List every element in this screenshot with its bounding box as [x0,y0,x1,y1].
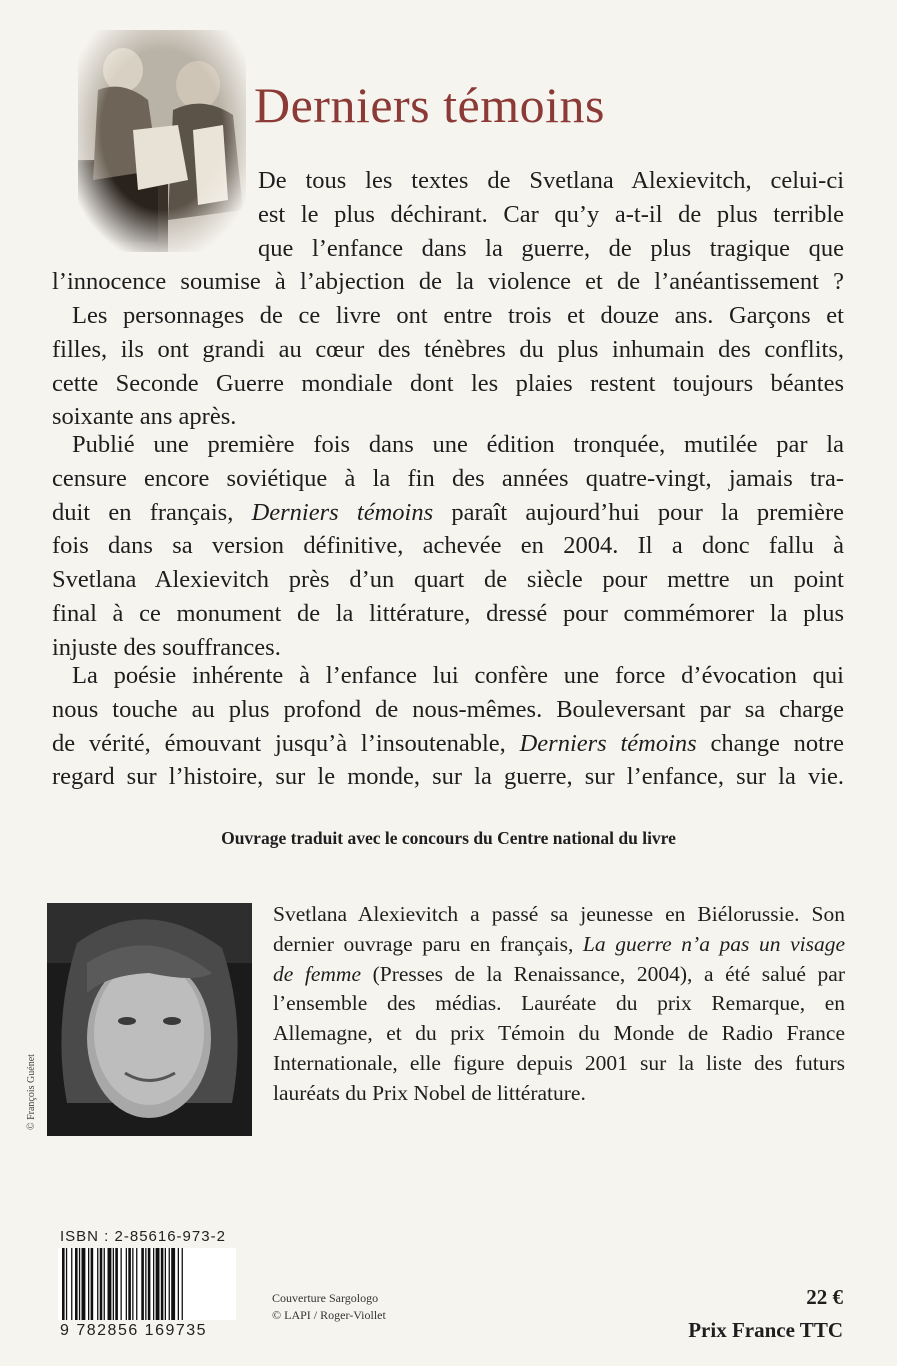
barcode-bar [165,1248,166,1320]
barcode-bar [169,1248,170,1320]
barcode-bar [171,1248,175,1320]
barcode-bar [71,1248,72,1320]
barcode [58,1248,236,1320]
text-line: soixante ans après. [52,403,237,431]
barcode-bar [161,1248,164,1320]
barcode-bar [104,1248,105,1320]
bio-line: l’ensemble des médias. Lauréate du prix Remarque, en [273,991,845,1016]
bio-line: Allemagne, et du prix Témoin du Monde de Radio France [273,1021,845,1046]
text-line: final à ce monument de la littérature, dressé pour commémorer la plus [52,599,844,627]
text-line: de vérité, émouvant jusqu’à l’insoutenable, Derniers témoins change notre [52,729,844,757]
text-line: est le plus déchirant. Car qu’y a-t-il de plus terrible [258,200,844,228]
cover-credit [272,1290,386,1324]
text-line: regard sur l’histoire, sur le monde, sur la guerre, sur l’enfance, sur la vie. [52,763,844,791]
text-line: l’innocence soumise à l’abjection de la violence et de l’anéantissement ? [52,268,844,295]
barcode-bar [66,1248,67,1320]
barcode-bar [145,1248,146,1320]
text-line: De tous les textes de Svetlana Alexievitch, celui-ci [258,167,844,194]
text-line: nous touche au plus profond de nous-mêmes. Bouleversant par sa charge [52,695,844,723]
cover-credit-line: Couverture Sargologo [272,1291,379,1305]
author-portrait [47,903,252,1136]
barcode-bar [178,1248,179,1320]
barcode-bar [115,1248,118,1320]
barcode-bar [88,1248,89,1320]
text-line: injuste des souffrances. [52,633,281,661]
bio-line: Svetlana Alexievitch a passé sa jeunesse en Biélorussie. Son [273,902,845,926]
text-line: La poésie inhérente à l’enfance lui confère une force d’évocation qui [72,662,844,689]
barcode-bar [156,1248,160,1320]
paragraph-1-last [52,265,844,299]
bio-line: Internationale, elle figure depuis 2001 sur la liste des futurs [273,1050,845,1075]
barcode-bar [75,1248,78,1320]
price: 22 € [806,1285,843,1309]
book-title: Derniers témoins [254,77,605,133]
barcode-bar [100,1248,103,1320]
barcode-bar [128,1248,131,1320]
translation-support-credit: Ouvrage traduit avec le concours du Centre national du livre [221,828,676,848]
text-line: fois dans sa version définitive, achevée en 2004. Il a donc fallu à [52,532,844,560]
text-line: Svetlana Alexievitch près d’un quart de siècle pour mettre un point [52,566,844,594]
barcode-bar [113,1248,114,1320]
text-line: cette Seconde Guerre mondiale dont les plaies restent toujours béantes [52,369,844,397]
text-line: censure encore soviétique à la fin des années quatre-vingt, jamais tra- [52,464,844,492]
barcode-bar [141,1248,144,1320]
barcode-number: 9 782856 169735 [60,1322,208,1339]
barcode-bar [153,1248,154,1320]
bio-line: de femme (Presses de la Renaissance, 2004), a été salué par [273,961,845,986]
paragraph-2 [52,299,844,434]
price-note: Prix France TTC [688,1318,843,1342]
text-line: Publié une première fois dans une édition tronquée, mutilée par la [72,431,844,458]
barcode-bar [182,1248,183,1320]
barcode-bar [136,1248,137,1320]
paragraph-1 [258,164,844,265]
barcode-bar [97,1248,98,1320]
paragraph-4 [52,659,844,794]
barcode-bar [62,1248,65,1320]
isbn: ISBN : 2-85616-973-2 [60,1228,226,1245]
barcode-bar [108,1248,112,1320]
text-line: que l’enfance dans la guerre, de plus tragique que [258,234,844,262]
barcode-bar [79,1248,80,1320]
barcode-bar [132,1248,133,1320]
paragraph-3 [52,428,844,665]
text-line: filles, ils ont grandi au cœur des ténèbres du plus inhumain des conflits, [52,335,844,363]
text-line: duit en français, Derniers témoins paraît aujourd’hui pour la première [52,498,844,526]
bio-line: lauréats du Prix Nobel de littérature. [273,1080,586,1105]
author-bio [273,900,845,1109]
barcode-bar [126,1248,127,1320]
text-line: Les personnages de ce livre ont entre trois et douze ans. Garçons et [72,302,844,329]
barcode-bar [91,1248,94,1320]
photo-credit: © François Guénet [26,1054,37,1130]
bio-line: dernier ouvrage paru en français, La guerre n’a pas un visage [273,931,845,956]
barcode-bar [148,1248,151,1320]
cover-credit-line: © LAPI / Roger-Viollet [272,1308,386,1322]
barcode-bar [121,1248,122,1320]
cover-photo-children [78,30,246,252]
barcode-bar [82,1248,86,1320]
